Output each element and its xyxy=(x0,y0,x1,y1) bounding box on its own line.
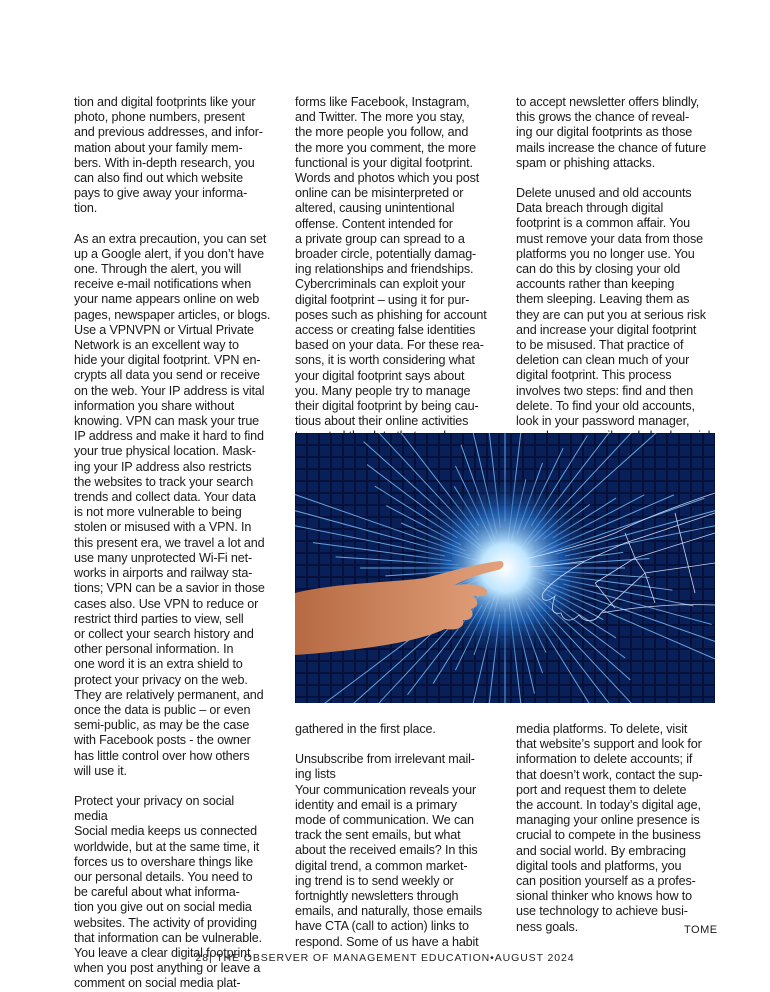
col3-paragraph-1: to accept newsletter offers blindly, this grows the chance of reveal- ing our digital footprints as those mails increase the chance of future spam or phishing attacks. xyxy=(516,95,707,170)
column-3-top xyxy=(516,95,718,444)
page-footer: 28| THE OBSERVER OF MANAGEMENT EDUCATION•AUGUST 2024 xyxy=(195,952,575,964)
column-1 xyxy=(74,95,276,992)
col2-paragraph-top: forms like Facebook, Instagram, and Twitter. The more you stay, the more people you follow, and the more you comment, the more functional is your digital footprint. Words and photos which you post online can be misinterpreted or altered, causing unintentional offense. Content intended for a private group can spread to a broader circle, potentially damag- ing relationships and friendships. Cybercriminals can exploit your digital footprint – using it for pur- poses such as phishing for account access or creating false identities based on your data. For these rea- sons, it is worth considering what your digital footprint says about you. Many people try to manage their digital footprint by being cau- tious about their online activities xyxy=(295,95,487,429)
col3-paragraph-2: Delete unused and old accounts Data breach through digital footprint is a common affair. You must remove your data from those platforms you no longer use. You can do this by closing your old accounts rather than keeping them sleeping. Leaving them as they are can put you at serious risk and increase your digital footprint to be misused. That practice of deletion can clean much of your digital footprint. This process involves two steps: find and then delete. To find your old accounts, look in your password manager, xyxy=(516,186,706,429)
author-byline: TOME xyxy=(684,924,718,936)
column-2-top xyxy=(295,95,497,445)
col1-paragraph-3: Protect your privacy on social media Social media keeps us connected worldwide, but at the same time, it forces us to overshare things like our personal details. You need to be careful about what informa- tion you give out on social media websites. The activity of providing that information can be vulnerable. You leave a clear digital footprint when you post anything or leave a comment on social media plat- xyxy=(74,793,262,991)
human-and-digital-hand-reaching-image xyxy=(295,433,715,703)
col1-paragraph-2: As an extra precaution, you can set up a Google alert, if you don’t have one. Through the alert, you will receive e-mail notifications when your name appears online on web pages, newspaper articles, or blogs. Use a VPNVPN or Virtual Private Network is an excellent way to hide your digital footprint. VPN en- crypts all data you send or receive on the web. Your IP address is vital information you share without knowing. VPN can mask your true IP address and make it hard to find your true physical location. Mask- ing your IP address also restricts the websites to track your search trends and collect data. Your data is not more vulnerable to being stolen or misused with a VPN. In this present era, we travel a lot and use many unprotected Wi-Fi net- works in airports and railway sta- tions; VPN can be a savior in those cases also. Use VPN to reduce or restrict third parties to view, sell or collect your search history and other personal information. In one word it is an extra shield to protect your privacy on the web. They are relatively permanent, and once the data is public – or even semi-public, as may be the case with Facebook posts - the owner has little control over how others will use it. xyxy=(74,231,271,778)
column-3-bottom xyxy=(516,722,718,935)
col2-paragraph-bottom-2: Unsubscribe from irrelevant mail- ing lists Your communication reveals your identity and email is a primary mode of communication. We can track the sent emails, but what about the received emails? In this digital trend, a common market- ing trend is to send weekly or fortnightly newsletters through emails, and naturally, those emails have CTA (call to action) links to respond. Some of us have a habit xyxy=(295,752,483,949)
col3-paragraph-bottom: media platforms. To delete, visit that website’s support and look for information to delete accounts; if that doesn’t work, contact the sup- port and request them to delete the account. In today’s digital age, managing your online presence is crucial to compete in the business and social world. By embracing digital tools and platforms, you can position yourself as a profes- sional thinker who knows how to use technology to achieve busi- ness goals. xyxy=(516,722,703,934)
column-2-bottom xyxy=(295,722,497,950)
col2-paragraph-bottom-1: gathered in the first place. xyxy=(295,722,436,736)
col1-paragraph-1: tion and digital footprints like your photo, phone numbers, present and previous addresses, and infor- mation about your family mem- bers. With in-depth research, you can also find out which website pays to give away your informa- tion. xyxy=(74,95,263,216)
